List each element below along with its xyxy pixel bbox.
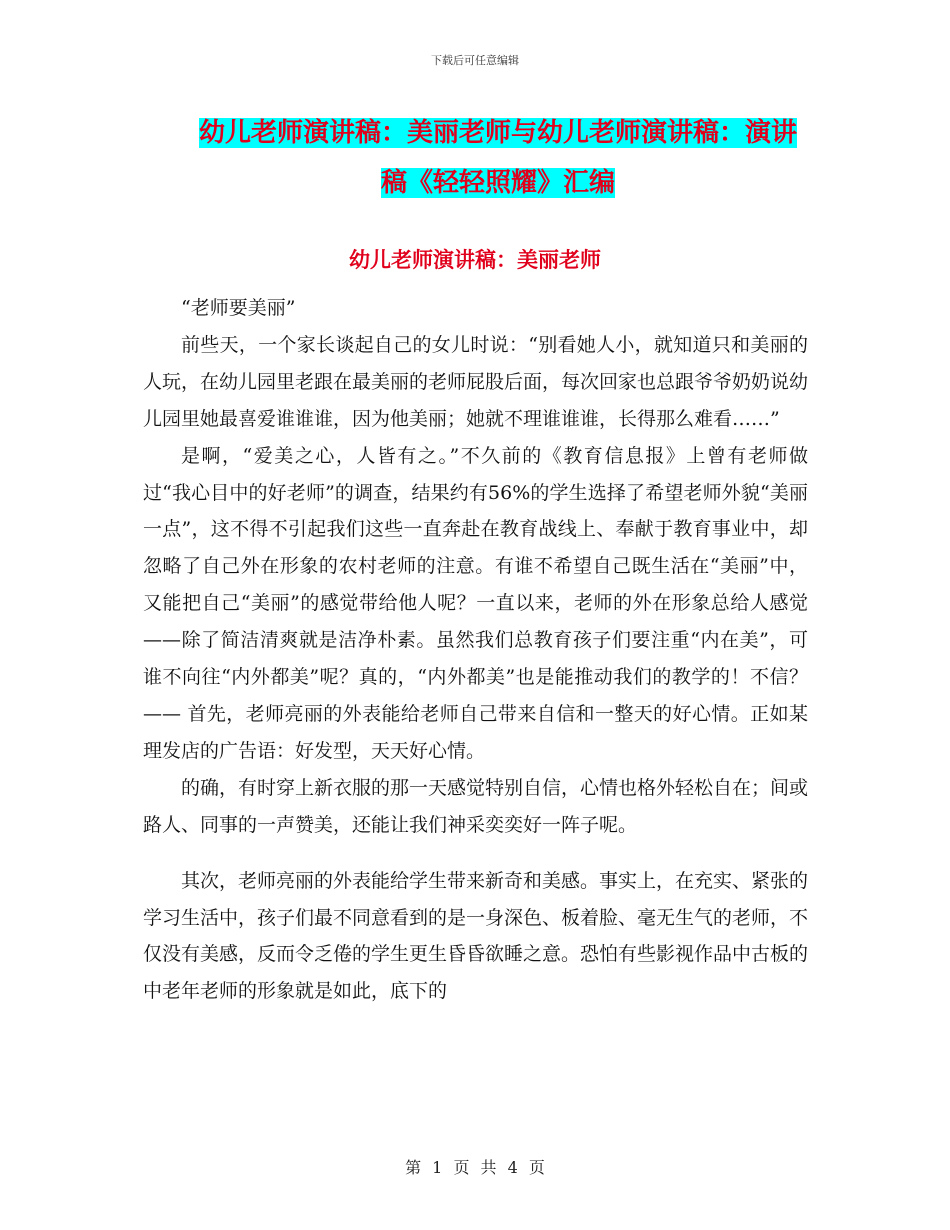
paragraph: 其次，老师亮丽的外表能给学生带来新奇和美感。事实上，在充实、紧张的学习生活中，孩子们最不同意看到的是一身深色、板着脸、毫无生气的老师，不仅没有美感，反而令乏倦的学生更生昏昏欲睡之意。恐怕有些影视作品中古板的中老年老师的形象就是如此，底下的 bbox=[143, 869, 809, 1003]
paragraph: 的确，有时穿上新衣服的那一天感觉特别自信，心情也格外轻松自在；间或路人、同事的一声赞美，还能让我们神采奕奕好一阵子呢。 bbox=[143, 776, 809, 836]
paragraph: 前些天，一个家长谈起自己的女儿时说：“别看她人小，就知道只和美丽的人玩，在幼儿园里老跟在最美丽的老师屁股后面，每次回家也总跟爷爷奶奶说幼儿园里她最喜爱谁谁谁，因为他美丽；她就不理谁谁谁，长得那么难看……” bbox=[143, 333, 809, 430]
document-title-text: 幼儿老师演讲稿：美丽老师与幼儿老师演讲稿：演讲稿《轻轻照耀》汇编 bbox=[198, 118, 797, 198]
paragraph: “老师要美丽” bbox=[181, 297, 296, 319]
paragraph: 是啊，“爱美之心，人皆有之。”不久前的《教育信息报》上曾有老师做过“我心目中的好老师”的调查，结果约有56%的学生选择了希望老师外貌“美丽一点”，这不得不引起我们这些一直奔赴在教育战线上、奉献于教育事业中，却忽略了自己外在形象的农村老师的注意。有谁不希望自己既生活在“美丽”中，又能把自己“美丽”的感觉带给他人呢？一直以来，老师的外在形象总给人感觉——除了简洁清爽就是洁净朴素。虽然我们总教育孩子们要注重“内在美”，可谁不向往“内外都美”呢？真的，“内外都美”也是能推动我们的教学的！不信？—— 首先，老师亮丽的外表能给老师自己带来自信和一整天的好心情。正如某理发店的广告语：好发型，天天好心情。 bbox=[143, 444, 808, 762]
document-title bbox=[188, 108, 808, 208]
section-title: 幼儿老师演讲稿：美丽老师 bbox=[349, 248, 601, 272]
page-header: 下载后可任意编辑 bbox=[431, 54, 519, 67]
document-body bbox=[143, 290, 808, 1010]
page-footer: 第 1 页 共 4 页 bbox=[405, 1158, 545, 1177]
